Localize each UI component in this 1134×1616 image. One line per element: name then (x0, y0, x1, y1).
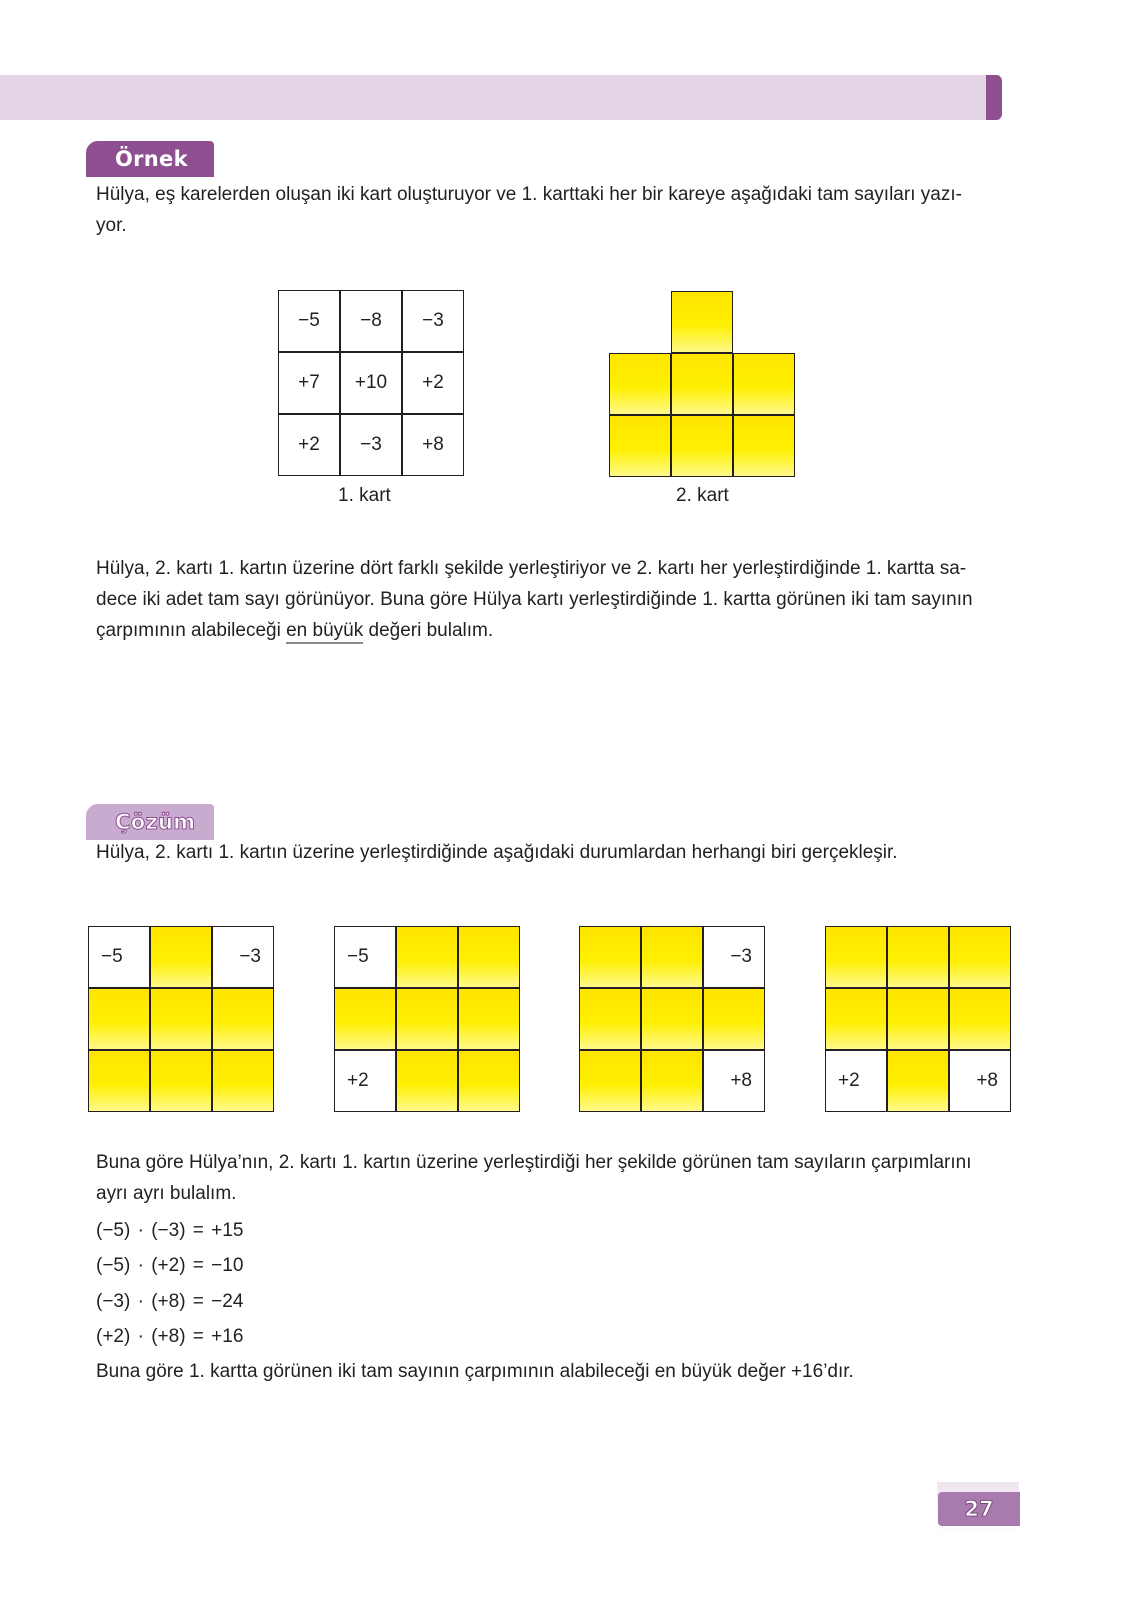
covered-cell (703, 988, 765, 1050)
covered-cell (825, 926, 887, 988)
covered-cell (887, 926, 949, 988)
covered-cell (150, 988, 212, 1050)
card2-cell (733, 353, 795, 415)
covered-cell (212, 988, 274, 1050)
covered-cell (579, 988, 641, 1050)
card2-cell (671, 353, 733, 415)
card2-caption: 2. kart (676, 485, 729, 506)
example-badge: Örnek (86, 141, 214, 177)
visible-number-cell: +8 (949, 1050, 1011, 1112)
question-part2: değeri bulalım. (363, 620, 494, 641)
equation: (−3) · (+8) = −24 (96, 1291, 244, 1312)
example-intro-text: Hülya, eş karelerden oluşan iki kart oluşturuyor ve 1. karttaki her bir kareye aşağıdaki tam sayıları yazı- yor. (96, 184, 962, 236)
covered-cell (887, 988, 949, 1050)
solution-intro-text: Hülya, 2. kartı 1. kartın üzerine yerleştirdiğinde aşağıdaki durumlardan herhangi biri gerçekleşir. (96, 842, 898, 863)
card2-cell (671, 291, 733, 353)
card1-cell: −8 (340, 290, 402, 352)
covered-cell (641, 988, 703, 1050)
covered-cell (458, 1050, 520, 1112)
question-emphasis: en büyük (286, 620, 363, 644)
covered-cell (88, 1050, 150, 1112)
card1-cell: +7 (278, 352, 340, 414)
card1-cell: −3 (402, 290, 464, 352)
visible-number-cell: −3 (703, 926, 765, 988)
covered-cell (396, 988, 458, 1050)
card1-cell: +8 (402, 414, 464, 476)
covered-cell (579, 1050, 641, 1112)
covered-cell (641, 1050, 703, 1112)
equation: (−5) · (−3) = +15 (96, 1220, 244, 1241)
header-band-tab (986, 75, 1002, 120)
solution-conclusion: Buna göre 1. kartta görünen iki tam sayının çarpımının alabileceği en büyük değer +16’dır. (96, 1361, 854, 1382)
card2-cell (733, 415, 795, 477)
header-band (0, 75, 1000, 120)
card2-cell (671, 415, 733, 477)
visible-number-cell: +2 (334, 1050, 396, 1112)
covered-cell (579, 926, 641, 988)
covered-cell (334, 988, 396, 1050)
solution-badge: Çözüm (86, 804, 214, 840)
page-number: 27 (938, 1492, 1020, 1526)
example-question-text (96, 553, 1016, 646)
covered-cell (887, 1050, 949, 1112)
covered-cell (458, 926, 520, 988)
covered-cell (150, 926, 212, 988)
covered-cell (949, 926, 1011, 988)
visible-number-cell: +8 (703, 1050, 765, 1112)
covered-cell (949, 988, 1011, 1050)
covered-cell (88, 988, 150, 1050)
solution-text: Buna göre Hülya’nın, 2. kartı 1. kartın üzerine yerleştirdiği her şekilde görünen tam sayıların çarpımlarını ayrı ayrı bulalım. (96, 1152, 972, 1204)
card1-cell: −3 (340, 414, 402, 476)
visible-number-cell: −5 (88, 926, 150, 988)
card1-cell: +10 (340, 352, 402, 414)
equation: (−5) · (+2) = −10 (96, 1255, 244, 1276)
covered-cell (641, 926, 703, 988)
question-part1: Hülya, 2. kartı 1. kartın üzerine dört farklı şekilde yerleştiriyor ve 2. kartı her yerleştirdiğinde 1. kartta sa- dece iki adet tam sayı görünüyor. Buna göre Hülya kartı yerleştirdiğinde 1. kartta görünen iki tam sayının çarpımının alabileceği (96, 558, 973, 641)
card1-cell: +2 (402, 352, 464, 414)
visible-number-cell: +2 (825, 1050, 887, 1112)
covered-cell (212, 1050, 274, 1112)
visible-number-cell: −3 (212, 926, 274, 988)
covered-cell (150, 1050, 212, 1112)
visible-number-cell: −5 (334, 926, 396, 988)
equation: (+2) · (+8) = +16 (96, 1326, 244, 1347)
card1-cell: −5 (278, 290, 340, 352)
card2-cell (609, 415, 671, 477)
covered-cell (825, 988, 887, 1050)
card2-cell (609, 353, 671, 415)
card1-caption: 1. kart (338, 485, 391, 506)
covered-cell (396, 926, 458, 988)
card1-cell: +2 (278, 414, 340, 476)
covered-cell (396, 1050, 458, 1112)
covered-cell (458, 988, 520, 1050)
